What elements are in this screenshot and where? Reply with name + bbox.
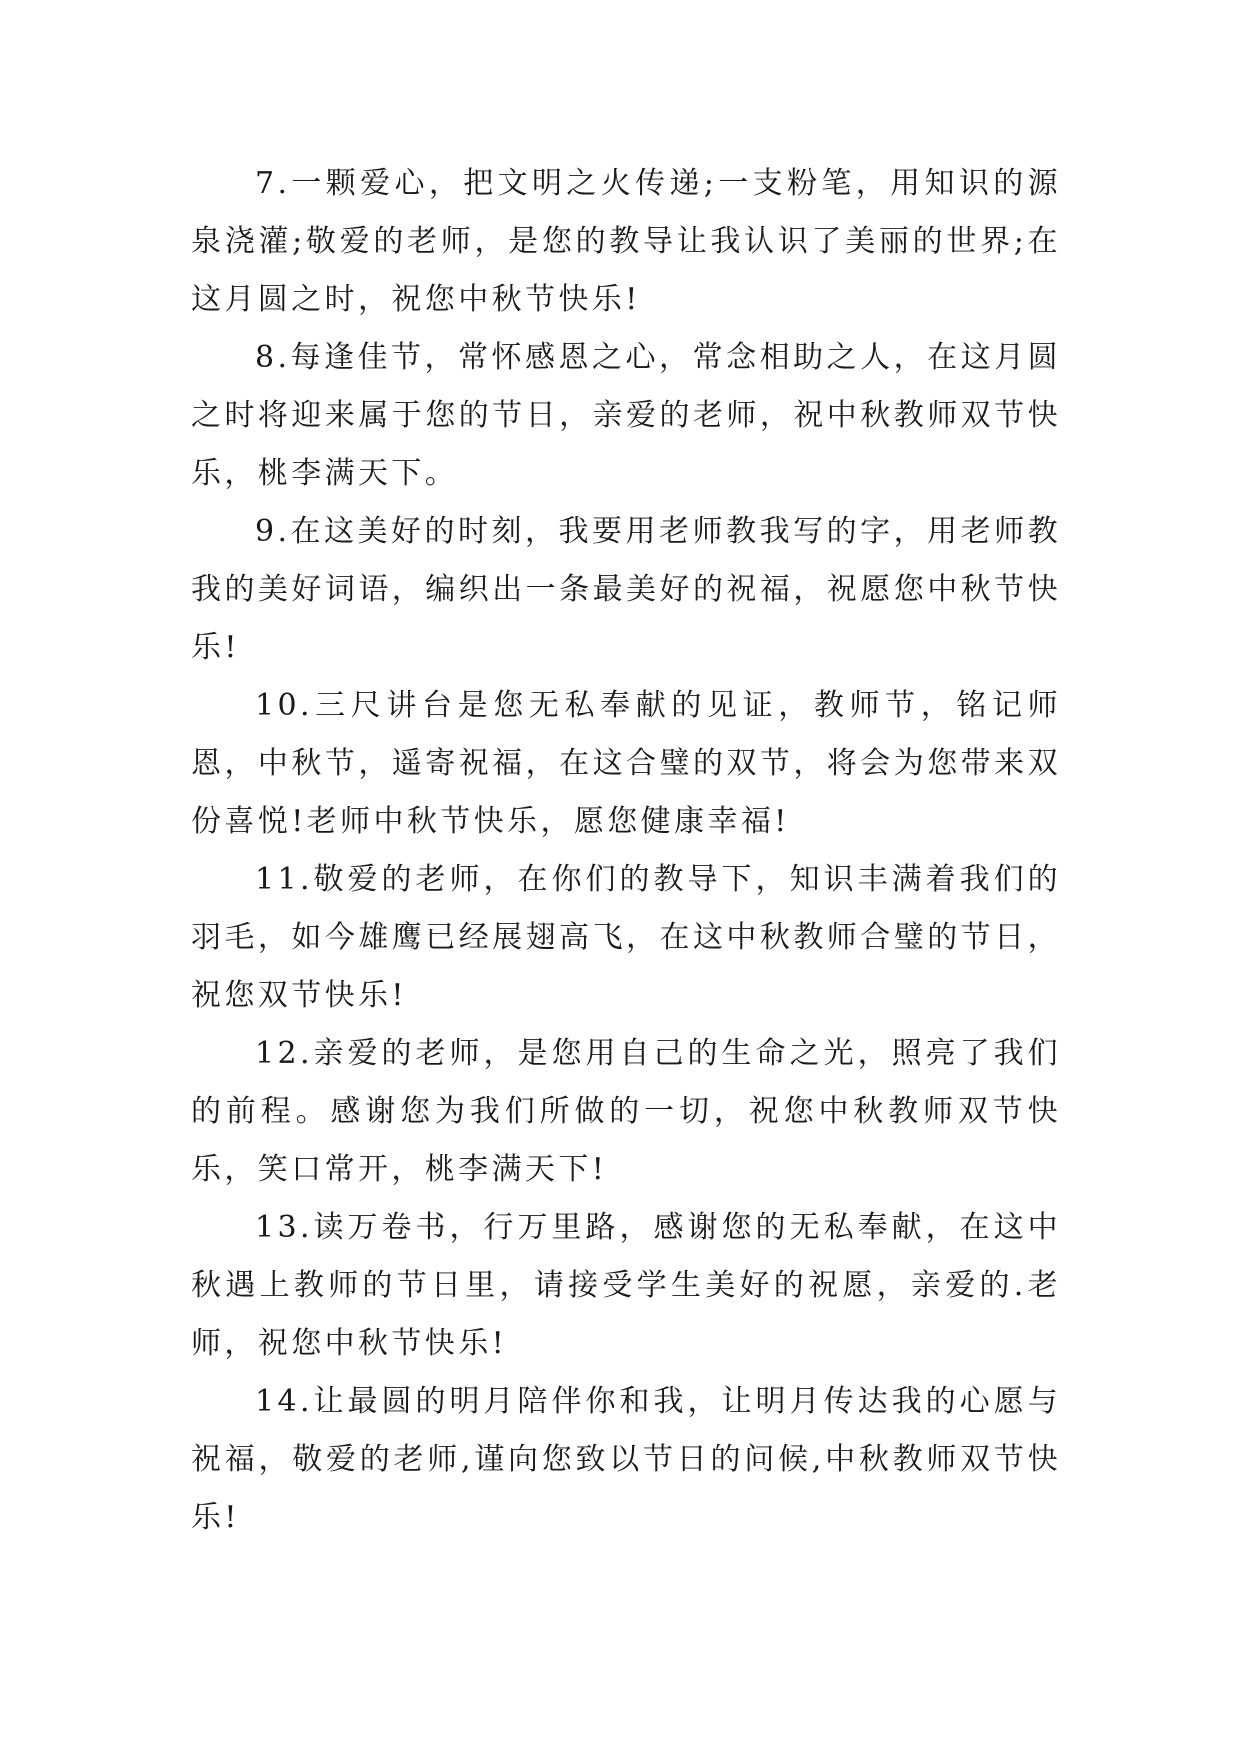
paragraph-9: 9.在这美好的时刻，我要用老师教我写的字，用老师教我的美好词语，编织出一条最美好的祝福，祝愿您中秋节快乐!: [191, 514, 1061, 665]
paragraph-7: 7.一颗爱心，把文明之火传递;一支粉笔，用知识的源泉浇灌;敬爱的老师，是您的教导让我认识了美丽的世界;在这月圆之时，祝您中秋节快乐!: [191, 166, 1061, 317]
paragraph-11: 11.敬爱的老师，在你们的教导下，知识丰满着我们的羽毛，如今雄鹰已经展翅高飞，在这中秋教师合璧的节日，祝您双节快乐!: [191, 862, 1061, 1013]
paragraph-10: 10.三尺讲台是您无私奉献的见证，教师节，铭记师恩，中秋节，遥寄祝福，在这合璧的双节，将会为您带来双份喜悦!老师中秋节快乐，愿您健康幸福!: [191, 688, 1061, 839]
paragraph-8: 8.每逢佳节，常怀感恩之心，常念相助之人，在这月圆之时将迎来属于您的节日，亲爱的老师，祝中秋教师双节快乐，桃李满天下。: [191, 340, 1061, 491]
paragraph-12: 12.亲爱的老师，是您用自己的生命之光，照亮了我们的前程。感谢您为我们所做的一切，祝您中秋教师双节快乐，笑口常开，桃李满天下!: [191, 1036, 1061, 1187]
document-body: [191, 155, 1061, 1547]
paragraph-13: 13.读万卷书，行万里路，感谢您的无私奉献，在这中秋遇上教师的节日里，请接受学生美好的祝愿，亲爱的.老师，祝您中秋节快乐!: [191, 1210, 1061, 1361]
paragraph-14: 14.让最圆的明月陪伴你和我，让明月传达我的心愿与祝福，敬爱的老师,谨向您致以节日的问候,中秋教师双节快乐!: [191, 1384, 1061, 1535]
